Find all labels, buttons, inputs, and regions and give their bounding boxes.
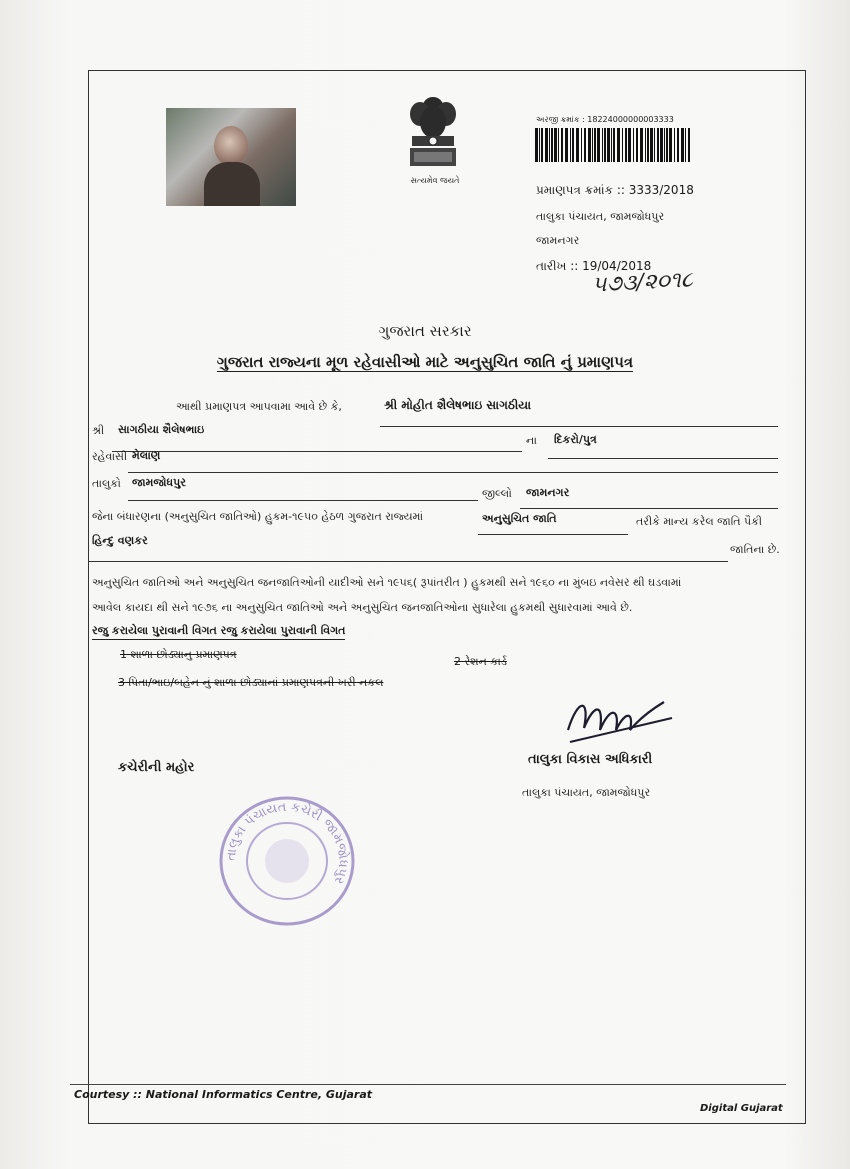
barcode (535, 128, 690, 162)
shri-label: શ્રી (92, 424, 105, 437)
caste-category: અનુસુચિત જાતિ (482, 512, 557, 525)
caste-suffix: જાતિના છે. (730, 543, 780, 556)
caste-name: હિન્દુ વણકર (92, 534, 148, 547)
relation: દિકરો/પુત્ર (554, 433, 597, 446)
order-text: જેના બંધારણના (અનુસુચિત જાતિઓ) હુકમ-૧૯૫૦ હેઠળ ગુજરાત રાજ્યમાં (92, 510, 424, 523)
taluka-value: જામજોધપુર (132, 476, 186, 489)
certificate-title: ગુજરાત રાજ્યના મૂળ રહેવાસીઓ માટે અનુસુચિત જાતિ નું પ્રમાણપત્ર (216, 353, 634, 371)
courtesy-text: Courtesy :: National Informatics Centre, Gujarat (74, 1088, 373, 1101)
legal-paragraph-line2: આવેલ કાયદા થી સને ૧૯૭૬ ના અનુસુચિત જાતિઓ અને અનુસુચિત જનજાતિઓના સુધારેલા હુકમથી સુધારવામાં આવે છે. (92, 601, 633, 614)
intro-text: આથી પ્રમાણપત્ર આપવામા આવે છે કે, (176, 400, 342, 413)
evidence-item-1: 1 શાળા છોડ્યાનુ પ્રમાણપત્ર (120, 648, 237, 661)
application-number: અરજી ક્રમાંક : 18224000000003333 (536, 115, 674, 124)
legal-paragraph-line1: અનુસુચિત જાતિઓ અને અનુસુચિત જનજાતિઓની યાદીઓ સને ૧૯૫૬( રૂપાંતરીત ) હુકમથી સને ૧૯૬૦ ના મુંબઇ નવેસર થી ઘડવામાં (92, 576, 682, 589)
office-stamp-icon (218, 795, 356, 927)
emblem-motto: સત્યમેવ જયતે (410, 176, 460, 185)
resident-label: રહેવાસી (92, 450, 128, 463)
issuing-office: તાલુકા પંચાયત, જામજોધપુર (536, 210, 665, 223)
father-name: સાગઠીયા શૈલેષભાઇ (118, 423, 205, 436)
holder-name: શ્રી મોહીત શૈલેષભાઇ સાગઠીયા (384, 398, 532, 412)
district-value: જામનગર (526, 486, 570, 499)
handwritten-reference: ૫૭૩/૨૦૧૮ (591, 267, 694, 298)
issue-date: તારીખ :: 19/04/2018 (536, 259, 652, 273)
stamp-text: તાલુકા પંચાયત કચેરી જામજોધપુર (223, 799, 351, 887)
evidence-item-2: 2 રેશન કાર્ડ (454, 655, 507, 668)
officer-title: તાલુકા વિકાસ અધિકારી (528, 752, 653, 767)
taluka-label: તાલુકો (92, 477, 121, 490)
digital-gujarat-brand: Digital Gujarat (700, 1103, 783, 1114)
government-title: ગુજરાત સરકાર (378, 322, 472, 340)
resident-village: મેલાણ (132, 449, 161, 462)
evidence-heading: રજુ કરાયેલા પુરાવાની વિગત રજુ કરાયેલા પુરાવાની વિગત (92, 624, 345, 640)
certificate-number: પ્રમાણપત્ર ક્રમાંક :: 3333/2018 (536, 183, 694, 197)
evidence-item-3: 3 પિતા/ભાઇ/બહેન નું શાળા છોડ્યાનાં પ્રમાણપત્રની ખરી નકલ (118, 676, 384, 689)
recognized-text: તરીકે માન્ય કરેલ જાતિ પૈકી (636, 515, 763, 528)
office-seal-label: કચેરીની મહોર (118, 760, 195, 775)
applicant-photo (166, 108, 296, 206)
na-label: ના (526, 434, 537, 447)
officer-office: તાલુકા પંચાયત, જામજોધપુર (522, 786, 651, 799)
issuing-district: જામનગર (536, 234, 580, 247)
district-label: જીલ્લો (482, 487, 512, 500)
certificate-border (88, 70, 806, 1124)
officer-signature-icon (560, 690, 680, 750)
